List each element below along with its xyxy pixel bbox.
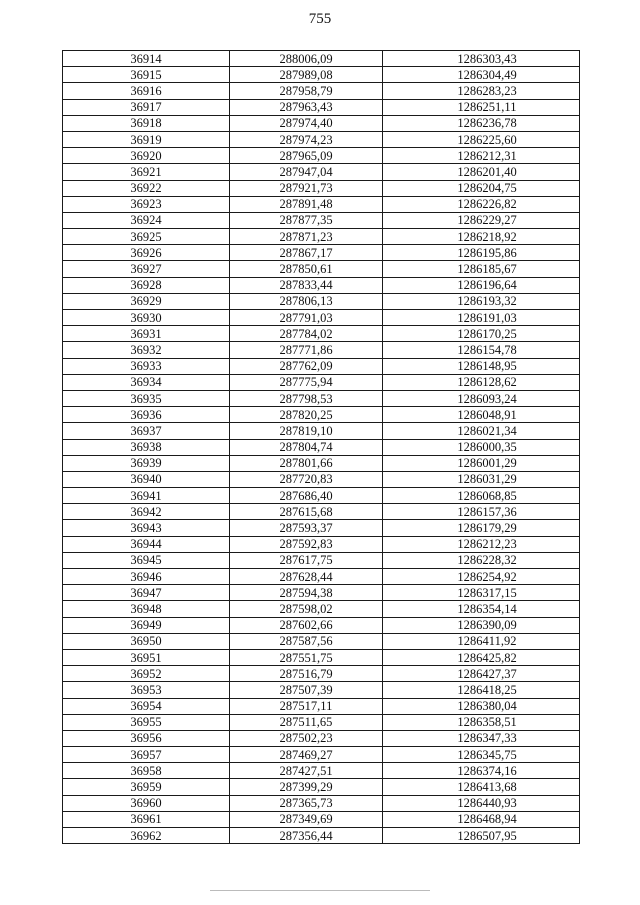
x-coordinate-cell: 287806,13	[230, 293, 383, 309]
point-number-cell: 36931	[63, 326, 230, 342]
y-coordinate-cell: 1286204,75	[383, 180, 580, 196]
y-coordinate-cell: 1286317,15	[383, 585, 580, 601]
point-number-cell: 36946	[63, 569, 230, 585]
x-coordinate-cell: 287617,75	[230, 552, 383, 568]
table-row	[63, 326, 580, 342]
table-row	[63, 504, 580, 520]
point-number-cell: 36926	[63, 245, 230, 261]
point-number-cell: 36939	[63, 455, 230, 471]
point-number-cell: 36942	[63, 504, 230, 520]
x-coordinate-cell: 287720,83	[230, 471, 383, 487]
y-coordinate-cell: 1286468,94	[383, 811, 580, 827]
x-coordinate-cell: 287833,44	[230, 277, 383, 293]
x-coordinate-cell: 287798,53	[230, 390, 383, 406]
x-coordinate-cell: 287587,56	[230, 633, 383, 649]
point-number-cell: 36940	[63, 471, 230, 487]
x-coordinate-cell: 287989,08	[230, 67, 383, 83]
point-number-cell: 36957	[63, 747, 230, 763]
y-coordinate-cell: 1286157,36	[383, 504, 580, 520]
table-row	[63, 164, 580, 180]
y-coordinate-cell: 1286374,16	[383, 763, 580, 779]
table-row	[63, 714, 580, 730]
x-coordinate-cell: 287871,23	[230, 229, 383, 245]
y-coordinate-cell: 1286195,86	[383, 245, 580, 261]
point-number-cell: 36916	[63, 83, 230, 99]
point-number-cell: 36933	[63, 358, 230, 374]
table-row	[63, 471, 580, 487]
point-number-cell: 36948	[63, 601, 230, 617]
y-coordinate-cell: 1286390,09	[383, 617, 580, 633]
table-row	[63, 763, 580, 779]
table-row	[63, 569, 580, 585]
table-row	[63, 245, 580, 261]
y-coordinate-cell: 1286380,04	[383, 698, 580, 714]
y-coordinate-cell: 1286413,68	[383, 779, 580, 795]
x-coordinate-cell: 287921,73	[230, 180, 383, 196]
table-row	[63, 131, 580, 147]
x-coordinate-cell: 287771,86	[230, 342, 383, 358]
x-coordinate-cell: 287469,27	[230, 747, 383, 763]
table-row	[63, 212, 580, 228]
point-number-cell: 36914	[63, 51, 230, 67]
table-row	[63, 649, 580, 665]
y-coordinate-cell: 1286031,29	[383, 471, 580, 487]
y-coordinate-cell: 1286093,24	[383, 390, 580, 406]
coordinates-table-body	[63, 51, 580, 844]
point-number-cell: 36932	[63, 342, 230, 358]
point-number-cell: 36934	[63, 374, 230, 390]
point-number-cell: 36915	[63, 67, 230, 83]
table-row	[63, 261, 580, 277]
point-number-cell: 36944	[63, 536, 230, 552]
y-coordinate-cell: 1286201,40	[383, 164, 580, 180]
table-row	[63, 277, 580, 293]
x-coordinate-cell: 287804,74	[230, 439, 383, 455]
point-number-cell: 36960	[63, 795, 230, 811]
table-row	[63, 520, 580, 536]
table-row	[63, 148, 580, 164]
point-number-cell: 36941	[63, 488, 230, 504]
table-row	[63, 390, 580, 406]
table-row	[63, 779, 580, 795]
y-coordinate-cell: 1286354,14	[383, 601, 580, 617]
point-number-cell: 36923	[63, 196, 230, 212]
point-number-cell: 36956	[63, 730, 230, 746]
x-coordinate-cell: 287628,44	[230, 569, 383, 585]
x-coordinate-cell: 287877,35	[230, 212, 383, 228]
x-coordinate-cell: 287801,66	[230, 455, 383, 471]
y-coordinate-cell: 1286440,93	[383, 795, 580, 811]
bottom-divider	[210, 890, 430, 891]
table-row	[63, 196, 580, 212]
point-number-cell: 36927	[63, 261, 230, 277]
y-coordinate-cell: 1286218,92	[383, 229, 580, 245]
x-coordinate-cell: 287349,69	[230, 811, 383, 827]
y-coordinate-cell: 1286303,43	[383, 51, 580, 67]
table-row	[63, 633, 580, 649]
y-coordinate-cell: 1286358,51	[383, 714, 580, 730]
x-coordinate-cell: 287947,04	[230, 164, 383, 180]
table-row	[63, 730, 580, 746]
x-coordinate-cell: 287775,94	[230, 374, 383, 390]
x-coordinate-cell: 287891,48	[230, 196, 383, 212]
table-row	[63, 811, 580, 827]
y-coordinate-cell: 1286212,31	[383, 148, 580, 164]
point-number-cell: 36919	[63, 131, 230, 147]
point-number-cell: 36929	[63, 293, 230, 309]
x-coordinate-cell: 287598,02	[230, 601, 383, 617]
x-coordinate-cell: 287958,79	[230, 83, 383, 99]
table-row	[63, 374, 580, 390]
point-number-cell: 36961	[63, 811, 230, 827]
y-coordinate-cell: 1286236,78	[383, 115, 580, 131]
table-row	[63, 407, 580, 423]
y-coordinate-cell: 1286068,85	[383, 488, 580, 504]
y-coordinate-cell: 1286021,34	[383, 423, 580, 439]
point-number-cell: 36950	[63, 633, 230, 649]
x-coordinate-cell: 287507,39	[230, 682, 383, 698]
x-coordinate-cell: 287592,83	[230, 536, 383, 552]
table-row	[63, 99, 580, 115]
table-row	[63, 180, 580, 196]
y-coordinate-cell: 1286001,29	[383, 455, 580, 471]
page-number: 755	[308, 11, 332, 27]
y-coordinate-cell: 1286228,32	[383, 552, 580, 568]
point-number-cell: 36937	[63, 423, 230, 439]
point-number-cell: 36953	[63, 682, 230, 698]
point-number-cell: 36918	[63, 115, 230, 131]
point-number-cell: 36924	[63, 212, 230, 228]
point-number-cell: 36952	[63, 666, 230, 682]
point-number-cell: 36938	[63, 439, 230, 455]
y-coordinate-cell: 1286418,25	[383, 682, 580, 698]
point-number-cell: 36930	[63, 310, 230, 326]
point-number-cell: 36947	[63, 585, 230, 601]
x-coordinate-cell: 287963,43	[230, 99, 383, 115]
x-coordinate-cell: 287819,10	[230, 423, 383, 439]
y-coordinate-cell: 1286154,78	[383, 342, 580, 358]
table-row	[63, 342, 580, 358]
y-coordinate-cell: 1286229,27	[383, 212, 580, 228]
point-number-cell: 36935	[63, 390, 230, 406]
table-row	[63, 423, 580, 439]
y-coordinate-cell: 1286251,11	[383, 99, 580, 115]
y-coordinate-cell: 1286179,29	[383, 520, 580, 536]
x-coordinate-cell: 287965,09	[230, 148, 383, 164]
y-coordinate-cell: 1286411,92	[383, 633, 580, 649]
table-row	[63, 229, 580, 245]
y-coordinate-cell: 1286347,33	[383, 730, 580, 746]
x-coordinate-cell: 287791,03	[230, 310, 383, 326]
x-coordinate-cell: 287356,44	[230, 828, 383, 844]
x-coordinate-cell: 287974,23	[230, 131, 383, 147]
table-row	[63, 682, 580, 698]
table-row	[63, 293, 580, 309]
y-coordinate-cell: 1286193,32	[383, 293, 580, 309]
table-row	[63, 83, 580, 99]
y-coordinate-cell: 1286212,23	[383, 536, 580, 552]
y-coordinate-cell: 1286170,25	[383, 326, 580, 342]
table-row	[63, 488, 580, 504]
x-coordinate-cell: 287974,40	[230, 115, 383, 131]
y-coordinate-cell: 1286148,95	[383, 358, 580, 374]
y-coordinate-cell: 1286225,60	[383, 131, 580, 147]
point-number-cell: 36951	[63, 649, 230, 665]
point-number-cell: 36922	[63, 180, 230, 196]
table-row	[63, 585, 580, 601]
y-coordinate-cell: 1286196,64	[383, 277, 580, 293]
point-number-cell: 36943	[63, 520, 230, 536]
y-coordinate-cell: 1286304,49	[383, 67, 580, 83]
table-row	[63, 455, 580, 471]
y-coordinate-cell: 1286507,95	[383, 828, 580, 844]
point-number-cell: 36928	[63, 277, 230, 293]
table-row	[63, 439, 580, 455]
y-coordinate-cell: 1286048,91	[383, 407, 580, 423]
point-number-cell: 36949	[63, 617, 230, 633]
x-coordinate-cell: 287399,29	[230, 779, 383, 795]
table-row	[63, 51, 580, 67]
point-number-cell: 36959	[63, 779, 230, 795]
x-coordinate-cell: 287784,02	[230, 326, 383, 342]
y-coordinate-cell: 1286000,35	[383, 439, 580, 455]
y-coordinate-cell: 1286427,37	[383, 666, 580, 682]
x-coordinate-cell: 287762,09	[230, 358, 383, 374]
x-coordinate-cell: 287850,61	[230, 261, 383, 277]
point-number-cell: 36954	[63, 698, 230, 714]
x-coordinate-cell: 287551,75	[230, 649, 383, 665]
table-row	[63, 536, 580, 552]
point-number-cell: 36958	[63, 763, 230, 779]
table-row	[63, 552, 580, 568]
x-coordinate-cell: 287820,25	[230, 407, 383, 423]
point-number-cell: 36962	[63, 828, 230, 844]
point-number-cell: 36917	[63, 99, 230, 115]
y-coordinate-cell: 1286425,82	[383, 649, 580, 665]
table-row	[63, 617, 580, 633]
point-number-cell: 36945	[63, 552, 230, 568]
y-coordinate-cell: 1286345,75	[383, 747, 580, 763]
table-row	[63, 698, 580, 714]
point-number-cell: 36936	[63, 407, 230, 423]
table-row	[63, 601, 580, 617]
y-coordinate-cell: 1286226,82	[383, 196, 580, 212]
table-row	[63, 358, 580, 374]
y-coordinate-cell: 1286283,23	[383, 83, 580, 99]
table-row	[63, 828, 580, 844]
y-coordinate-cell: 1286185,67	[383, 261, 580, 277]
point-number-cell: 36920	[63, 148, 230, 164]
x-coordinate-cell: 287365,73	[230, 795, 383, 811]
y-coordinate-cell: 1286128,62	[383, 374, 580, 390]
x-coordinate-cell: 287593,37	[230, 520, 383, 536]
point-number-cell: 36955	[63, 714, 230, 730]
table-row	[63, 747, 580, 763]
x-coordinate-cell: 288006,09	[230, 51, 383, 67]
point-number-cell: 36921	[63, 164, 230, 180]
x-coordinate-cell: 287516,79	[230, 666, 383, 682]
table-row	[63, 310, 580, 326]
table-row	[63, 666, 580, 682]
coordinates-table	[62, 50, 580, 844]
x-coordinate-cell: 287511,65	[230, 714, 383, 730]
x-coordinate-cell: 287602,66	[230, 617, 383, 633]
y-coordinate-cell: 1286254,92	[383, 569, 580, 585]
x-coordinate-cell: 287867,17	[230, 245, 383, 261]
table-row	[63, 67, 580, 83]
y-coordinate-cell: 1286191,03	[383, 310, 580, 326]
point-number-cell: 36925	[63, 229, 230, 245]
table-row	[63, 795, 580, 811]
x-coordinate-cell: 287686,40	[230, 488, 383, 504]
x-coordinate-cell: 287502,23	[230, 730, 383, 746]
x-coordinate-cell: 287427,51	[230, 763, 383, 779]
x-coordinate-cell: 287615,68	[230, 504, 383, 520]
x-coordinate-cell: 287594,38	[230, 585, 383, 601]
x-coordinate-cell: 287517,11	[230, 698, 383, 714]
table-row	[63, 115, 580, 131]
